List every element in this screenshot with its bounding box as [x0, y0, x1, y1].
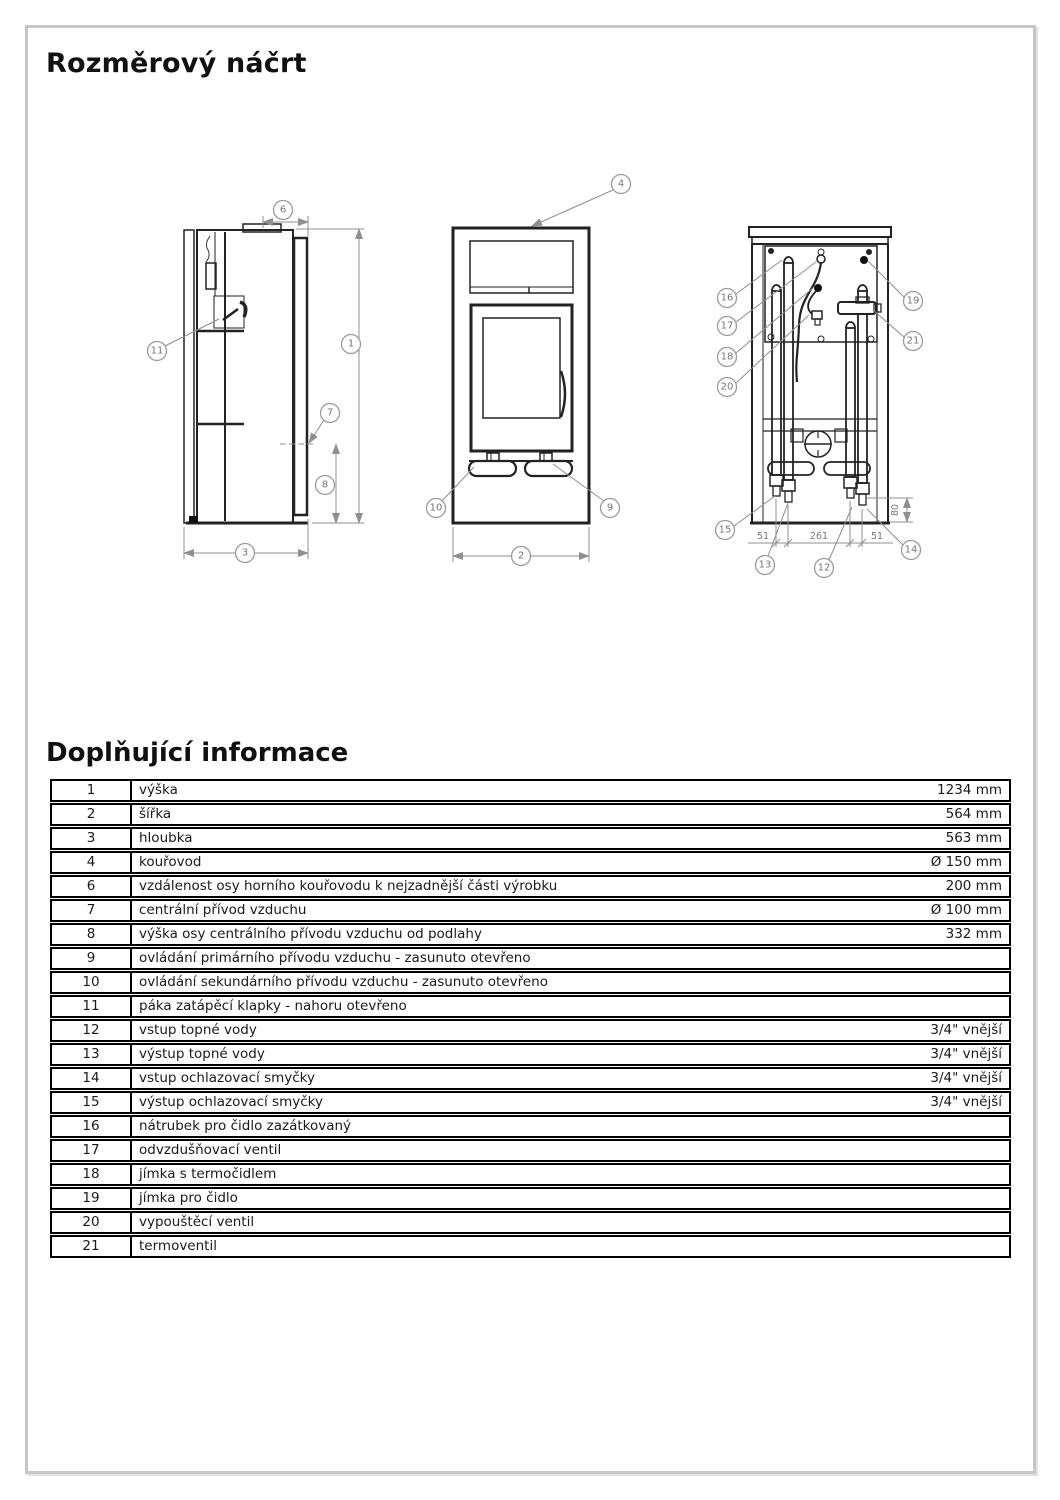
row-description: centrální přívod vzduchu: [139, 902, 307, 918]
row-number: 4: [52, 853, 132, 872]
info-table: [50, 779, 1011, 1258]
row-number: 16: [52, 1117, 132, 1136]
callout-7: [321, 404, 340, 423]
leader-9: [553, 464, 604, 501]
row-description: vypouštěcí ventil: [139, 1214, 255, 1230]
row-value: Ø 150 mm: [930, 854, 1002, 870]
leader-10: [442, 467, 474, 501]
row-number: 9: [52, 949, 132, 968]
row-description: odvzdušňovací ventil: [139, 1142, 282, 1158]
svg-text:51: 51: [756, 531, 770, 542]
row-value: 1234 mm: [937, 782, 1002, 798]
leader-13: [768, 503, 788, 556]
row-value: [1002, 1189, 1009, 1208]
svg-text:15: 15: [718, 524, 732, 536]
callout-18: [718, 348, 737, 367]
callout-17: [718, 317, 737, 336]
leader-4: [532, 190, 613, 226]
row-description: výška: [139, 782, 178, 798]
svg-text:21: 21: [906, 335, 920, 347]
row-number: 12: [52, 1021, 132, 1040]
svg-text:80: 80: [890, 503, 901, 517]
front-view: [427, 175, 631, 566]
table-row: [50, 1115, 1011, 1138]
page-title: Rozměrový náčrt: [46, 48, 307, 79]
svg-text:14: 14: [904, 544, 918, 556]
table-row: [50, 1067, 1011, 1090]
table-row: [50, 1211, 1011, 1234]
leader-7: [309, 420, 324, 443]
row-value: 200 mm: [945, 878, 1002, 894]
row-number: 10: [52, 973, 132, 992]
svg-text:3: 3: [241, 547, 249, 559]
table-row: [50, 779, 1011, 802]
row-value: 332 mm: [945, 926, 1002, 942]
row-value: 3/4" vnější: [930, 1070, 1002, 1086]
table-row: [50, 1043, 1011, 1066]
svg-text:9: 9: [606, 502, 614, 514]
row-description: vzdálenost osy horního kouřovodu k nejzadnější části výrobku: [139, 878, 558, 894]
row-description: výška osy centrálního přívodu vzduchu od podlahy: [139, 926, 482, 942]
callout-2: [512, 547, 531, 566]
row-number: 19: [52, 1189, 132, 1208]
callout-6: [274, 201, 293, 220]
callout-13: [756, 556, 775, 575]
table-row: [50, 827, 1011, 850]
row-description: kouřovod: [139, 854, 202, 870]
callout-3: [236, 544, 255, 563]
row-number: 1: [52, 781, 132, 800]
callout-21: [904, 332, 923, 351]
row-number: 2: [52, 805, 132, 824]
row-value: [1002, 1213, 1009, 1232]
row-description: jímka pro čidlo: [139, 1190, 238, 1206]
row-value: Ø 100 mm: [930, 902, 1002, 918]
table-row: [50, 875, 1011, 898]
table-row: [50, 971, 1011, 994]
leader-19: [868, 261, 904, 297]
svg-text:19: 19: [906, 295, 920, 307]
row-number: 6: [52, 877, 132, 896]
row-value: [1002, 1141, 1009, 1160]
row-number: 18: [52, 1165, 132, 1184]
row-value: 3/4" vnější: [930, 1094, 1002, 1110]
row-value: [1002, 997, 1009, 1016]
side-view: [148, 201, 365, 563]
row-number: 8: [52, 925, 132, 944]
row-description: ovládání primárního přívodu vzduchu - zasunuto otevřeno: [139, 950, 531, 966]
svg-text:20: 20: [720, 381, 734, 393]
table-row: [50, 1163, 1011, 1186]
dim-pipe-height: [866, 498, 913, 522]
callout-14: [902, 541, 921, 560]
svg-text:10: 10: [429, 502, 443, 514]
svg-text:51: 51: [870, 531, 884, 542]
table-row: [50, 1235, 1011, 1258]
row-value: [1002, 949, 1009, 968]
rear-view: [716, 227, 923, 578]
row-description: vstup topné vody: [139, 1022, 257, 1038]
row-value: 3/4" vnější: [930, 1022, 1002, 1038]
callout-10: [427, 499, 446, 518]
leader-18: [736, 288, 813, 353]
row-value: 563 mm: [945, 830, 1002, 846]
leader-17: [736, 262, 816, 322]
row-description: termoventil: [139, 1238, 217, 1254]
row-description: ovládání sekundárního přívodu vzduchu - zasunuto otevřeno: [139, 974, 548, 990]
table-row: [50, 851, 1011, 874]
callout-16: [718, 289, 737, 308]
svg-text:12: 12: [817, 562, 831, 574]
table-row: [50, 947, 1011, 970]
row-value: [1002, 1237, 1009, 1256]
row-description: vstup ochlazovací smyčky: [139, 1070, 315, 1086]
row-description: šířka: [139, 806, 172, 822]
svg-text:8: 8: [321, 479, 329, 491]
svg-text:13: 13: [758, 559, 772, 571]
table-row: [50, 1139, 1011, 1162]
callout-20: [718, 378, 737, 397]
callout-9: [601, 499, 620, 518]
table-row: [50, 995, 1011, 1018]
row-number: 15: [52, 1093, 132, 1112]
table-row: [50, 899, 1011, 922]
table-row: [50, 923, 1011, 946]
callout-19: [904, 292, 923, 311]
row-number: 11: [52, 997, 132, 1016]
table-row: [50, 1019, 1011, 1042]
row-value: [1002, 1165, 1009, 1184]
table-row: [50, 803, 1011, 826]
callout-11: [148, 342, 167, 361]
row-number: 20: [52, 1213, 132, 1232]
leader-11: [165, 319, 219, 346]
svg-text:7: 7: [326, 407, 334, 419]
svg-text:18: 18: [720, 351, 734, 363]
row-description: výstup ochlazovací smyčky: [139, 1094, 323, 1110]
leader-12: [829, 507, 852, 560]
row-description: nátrubek pro čidlo zazátkovaný: [139, 1118, 352, 1134]
row-value: 564 mm: [945, 806, 1002, 822]
table-row: [50, 1091, 1011, 1114]
svg-text:261: 261: [809, 531, 829, 542]
row-value: 3/4" vnější: [930, 1046, 1002, 1062]
svg-text:1: 1: [347, 338, 355, 350]
svg-text:6: 6: [279, 204, 287, 216]
row-description: výstup topné vody: [139, 1046, 265, 1062]
row-description: jímka s termočidlem: [139, 1166, 277, 1182]
svg-text:17: 17: [720, 320, 734, 332]
row-value: [1002, 1117, 1009, 1136]
svg-text:4: 4: [617, 178, 625, 190]
row-number: 17: [52, 1141, 132, 1160]
row-value: [1002, 973, 1009, 992]
section-title: Doplňující informace: [46, 738, 349, 768]
dimensional-drawing: [0, 150, 1060, 620]
callout-1: [342, 335, 361, 354]
row-number: 13: [52, 1045, 132, 1064]
callout-8: [316, 476, 335, 495]
row-number: 7: [52, 901, 132, 920]
row-description: páka zatápěcí klapky - nahoru otevřeno: [139, 998, 407, 1014]
callout-15: [716, 521, 735, 540]
table-row: [50, 1187, 1011, 1210]
row-number: 14: [52, 1069, 132, 1088]
row-number: 3: [52, 829, 132, 848]
row-description: hloubka: [139, 830, 193, 846]
callout-4: [612, 175, 631, 194]
row-number: 21: [52, 1237, 132, 1256]
svg-text:16: 16: [720, 292, 734, 304]
svg-text:11: 11: [150, 345, 164, 357]
svg-text:2: 2: [517, 550, 525, 562]
leader-16: [736, 260, 782, 294]
callout-12: [815, 559, 834, 578]
